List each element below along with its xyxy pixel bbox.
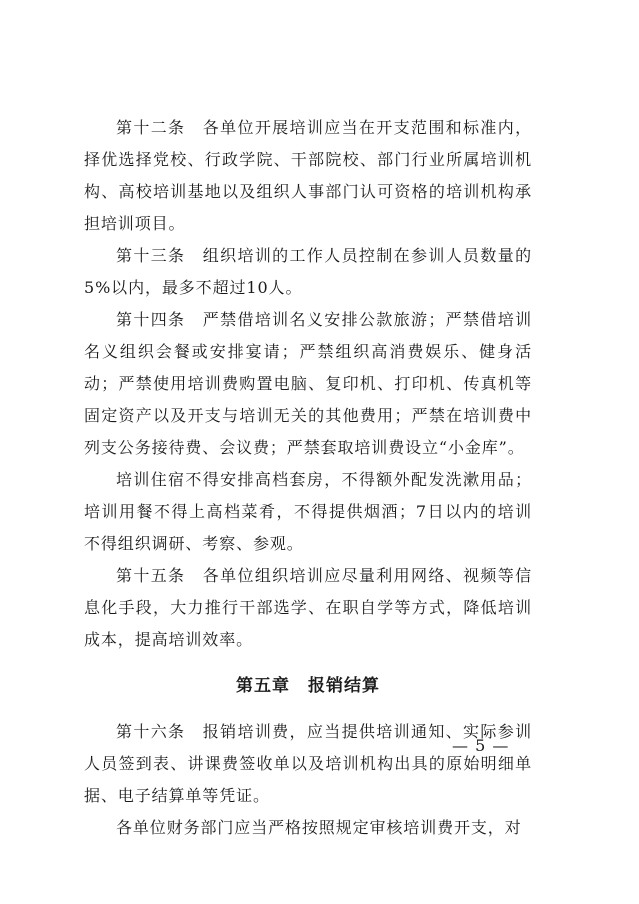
document-body bbox=[84, 112, 532, 844]
paragraph-article-15: 第十五条 各单位组织培训应尽量利用网络、视频等信息化手段，大力推行干部选学、在职自学等方式，降低培训成本，提高培训效率。 bbox=[84, 566, 532, 649]
paragraph-article-13: 第十三条 组织培训的工作人员控制在参训人员数量的5%以内，最多不超过10人。 bbox=[84, 246, 532, 297]
paragraph-finance-review: 各单位财务部门应当严格按照规定审核培训费开支，对 bbox=[116, 818, 522, 837]
paragraph-article-16: 第十六条 报销培训费，应当提供培训通知、实际参训人员签到表、讲课费签收单以及培训机构出具的原始明细单据、电子结算单等凭证。 bbox=[84, 722, 532, 805]
chapter-title: 报销结算 bbox=[308, 676, 380, 696]
paragraph-article-14: 第十四条 严禁借培训名义安排公款旅游；严禁借培训名义组织会餐或安排宴请；严禁组织高消费娱乐、健身活动；严禁使用培训费购置电脑、复印机、打印机、传真机等固定资产以及开支与培训无关的其他费用；严禁在培训费中列支公务接待费、会议费；严禁套取培训费设立“小金库”。 bbox=[84, 310, 532, 457]
page-number: — 5 — bbox=[452, 736, 510, 755]
chapter-heading bbox=[84, 670, 532, 702]
chapter-number: 第五章 bbox=[236, 676, 290, 696]
paragraph-lodging-rules: 培训住宿不得安排高档套房，不得额外配发洗漱用品；培训用餐不得上高档菜肴，不得提供烟酒；7日以内的培训不得组织调研、考察、参观。 bbox=[84, 470, 532, 553]
paragraph-article-12: 第十二条 各单位开展培训应当在开支范围和标准内，择优选择党校、行政学院、干部院校、部门行业所属培训机构、高校培训基地以及组织人事部门认可资格的培训机构承担培训项目。 bbox=[84, 118, 532, 233]
